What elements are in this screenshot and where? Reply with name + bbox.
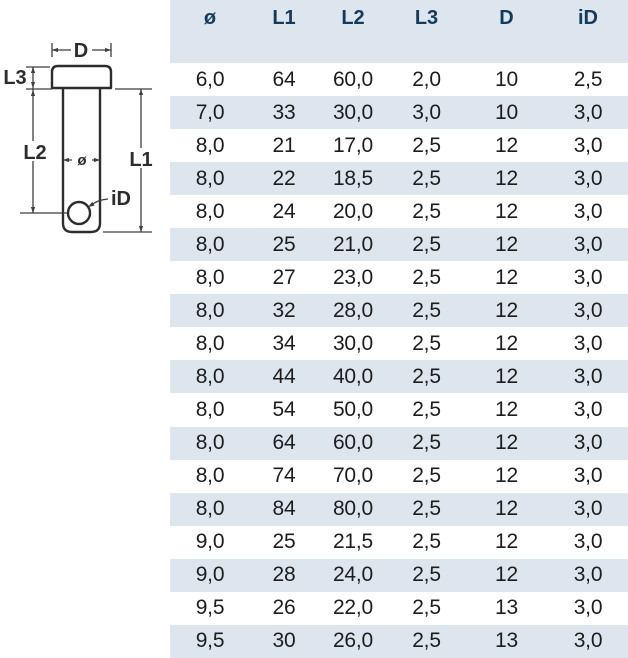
- spec-cell: 8,0: [170, 427, 250, 460]
- spec-cell: 27: [250, 261, 318, 294]
- pin-hole: [68, 202, 90, 224]
- spec-cell: 17,0: [318, 129, 388, 162]
- table-row: [170, 96, 628, 129]
- spec-cell: 8,0: [170, 129, 250, 162]
- spec-cell: 3,0: [548, 427, 628, 460]
- spec-cell: 8,0: [170, 360, 250, 393]
- pin-head: [52, 66, 111, 88]
- spec-cell: 3,0: [548, 228, 628, 261]
- spec-cell: 24: [250, 195, 318, 228]
- spec-cell: 25: [250, 526, 318, 559]
- table-row: [170, 559, 628, 592]
- spec-cell: 30: [250, 625, 318, 658]
- spec-cell: 12: [465, 559, 548, 592]
- column-header-d: D: [465, 0, 548, 63]
- spec-cell: 9,0: [170, 526, 250, 559]
- spec-cell: 10: [465, 96, 548, 129]
- spec-cell: 3,0: [548, 559, 628, 592]
- spec-cell: 3,0: [548, 162, 628, 195]
- spec-cell: 12: [465, 195, 548, 228]
- spec-cell: 12: [465, 294, 548, 327]
- column-header-diameter: ø: [170, 0, 250, 63]
- spec-cell: 28: [250, 559, 318, 592]
- spec-cell: 13: [465, 625, 548, 658]
- spec-cell: 21,5: [318, 526, 388, 559]
- spec-cell: 54: [250, 393, 318, 426]
- table-row: [170, 327, 628, 360]
- spec-cell: 34: [250, 327, 318, 360]
- spec-cell: 2,5: [388, 427, 465, 460]
- column-header-l3: L3: [388, 0, 465, 63]
- spec-cell: 40,0: [318, 360, 388, 393]
- spec-cell: 3,0: [548, 460, 628, 493]
- spec-cell: 8,0: [170, 195, 250, 228]
- spec-cell: 9,5: [170, 592, 250, 625]
- spec-cell: 70,0: [318, 460, 388, 493]
- spec-cell: 22: [250, 162, 318, 195]
- spec-cell: 2,5: [388, 559, 465, 592]
- spec-cell: 13: [465, 592, 548, 625]
- spec-cell: 3,0: [548, 195, 628, 228]
- spec-cell: 12: [465, 393, 548, 426]
- spec-cell: 50,0: [318, 393, 388, 426]
- table-row: [170, 460, 628, 493]
- spec-cell: 2,0: [388, 63, 465, 96]
- spec-cell: 3,0: [548, 129, 628, 162]
- spec-cell: 23,0: [318, 261, 388, 294]
- spec-cell: 8,0: [170, 393, 250, 426]
- spec-cell: 30,0: [318, 327, 388, 360]
- column-header-id: iD: [548, 0, 628, 63]
- spec-cell: 12: [465, 460, 548, 493]
- spec-cell: 25: [250, 228, 318, 261]
- spec-cell: 12: [465, 493, 548, 526]
- spec-cell: 74: [250, 460, 318, 493]
- spec-cell: 12: [465, 261, 548, 294]
- spec-cell: 2,5: [388, 162, 465, 195]
- table-row: [170, 129, 628, 162]
- table-row: [170, 162, 628, 195]
- spec-cell: 12: [465, 162, 548, 195]
- spec-cell: 2,5: [388, 261, 465, 294]
- table-row: [170, 261, 628, 294]
- spec-cell: 2,5: [388, 360, 465, 393]
- spec-cell: 33: [250, 96, 318, 129]
- spec-cell: 8,0: [170, 460, 250, 493]
- spec-cell: 84: [250, 493, 318, 526]
- spec-cell: 8,0: [170, 228, 250, 261]
- spec-cell: 2,5: [388, 625, 465, 658]
- spec-cell: 24,0: [318, 559, 388, 592]
- spec-cell: 64: [250, 427, 318, 460]
- table-row: [170, 427, 628, 460]
- spec-cell: 3,0: [548, 294, 628, 327]
- spec-table-area: [170, 0, 628, 658]
- spec-cell: 12: [465, 526, 548, 559]
- table-row: [170, 393, 628, 426]
- spec-cell: 60,0: [318, 427, 388, 460]
- dim-label-head-height: L3: [3, 67, 27, 89]
- spec-cell: 3,0: [548, 360, 628, 393]
- spec-cell: 26,0: [318, 625, 388, 658]
- spec-cell: 28,0: [318, 294, 388, 327]
- column-header-l2: L2: [318, 0, 388, 63]
- spec-cell: 2,5: [388, 592, 465, 625]
- spec-cell: 3,0: [548, 625, 628, 658]
- spec-cell: 9,5: [170, 625, 250, 658]
- table-row: [170, 592, 628, 625]
- spec-cell: 3,0: [548, 526, 628, 559]
- spec-cell: 3,0: [548, 493, 628, 526]
- table-row: [170, 493, 628, 526]
- table-row: [170, 360, 628, 393]
- spec-cell: 30,0: [318, 96, 388, 129]
- header-row: [170, 0, 628, 63]
- spec-cell: 18,5: [318, 162, 388, 195]
- spec-cell: 12: [465, 360, 548, 393]
- column-header-l1: L1: [250, 0, 318, 63]
- table-row: [170, 526, 628, 559]
- spec-cell: 2,5: [388, 393, 465, 426]
- spec-cell: 12: [465, 129, 548, 162]
- spec-cell: 6,0: [170, 63, 250, 96]
- spec-cell: 10: [465, 63, 548, 96]
- spec-cell: 2,5: [388, 195, 465, 228]
- dim-label-hole-diameter: iD: [111, 188, 131, 210]
- spec-cell: 8,0: [170, 493, 250, 526]
- spec-cell: 20,0: [318, 195, 388, 228]
- spec-cell: 80,0: [318, 493, 388, 526]
- spec-cell: 2,5: [388, 493, 465, 526]
- table-row: [170, 294, 628, 327]
- spec-cell: 3,0: [548, 393, 628, 426]
- spec-cell: 2,5: [388, 228, 465, 261]
- dim-label-shaft-length: L1: [129, 149, 153, 171]
- table-row: [170, 625, 628, 658]
- spec-cell: 2,5: [548, 63, 628, 96]
- spec-cell: 9,0: [170, 559, 250, 592]
- pin-technical-drawing: [0, 0, 170, 250]
- spec-cell: 3,0: [548, 261, 628, 294]
- spec-cell: 12: [465, 228, 548, 261]
- spec-cell: 3,0: [548, 96, 628, 129]
- spec-cell: 8,0: [170, 162, 250, 195]
- dim-label-head-width: D: [73, 40, 89, 62]
- spec-cell: 8,0: [170, 294, 250, 327]
- spec-cell: 2,5: [388, 526, 465, 559]
- dim-label-length-to-hole: L2: [23, 142, 47, 164]
- spec-cell: 8,0: [170, 261, 250, 294]
- spec-cell: 21,0: [318, 228, 388, 261]
- spec-cell: 12: [465, 427, 548, 460]
- spec-cell: 22,0: [318, 592, 388, 625]
- spec-cell: 8,0: [170, 327, 250, 360]
- spec-cell: 7,0: [170, 96, 250, 129]
- spec-cell: 2,5: [388, 129, 465, 162]
- spec-cell: 2,5: [388, 327, 465, 360]
- spec-cell: 3,0: [548, 592, 628, 625]
- spec-cell: 21: [250, 129, 318, 162]
- spec-table: [170, 0, 628, 658]
- spec-cell: 3,0: [548, 327, 628, 360]
- spec-cell: 32: [250, 294, 318, 327]
- table-row: [170, 228, 628, 261]
- spec-cell: 3,0: [388, 96, 465, 129]
- spec-cell: 60,0: [318, 63, 388, 96]
- spec-cell: 26: [250, 592, 318, 625]
- table-row: [170, 195, 628, 228]
- spec-cell: 2,5: [388, 294, 465, 327]
- dim-label-shaft-diameter: ø: [77, 152, 87, 169]
- table-row: [170, 63, 628, 96]
- spec-cell: 2,5: [388, 460, 465, 493]
- spec-cell: 12: [465, 327, 548, 360]
- spec-cell: 64: [250, 63, 318, 96]
- spec-cell: 44: [250, 360, 318, 393]
